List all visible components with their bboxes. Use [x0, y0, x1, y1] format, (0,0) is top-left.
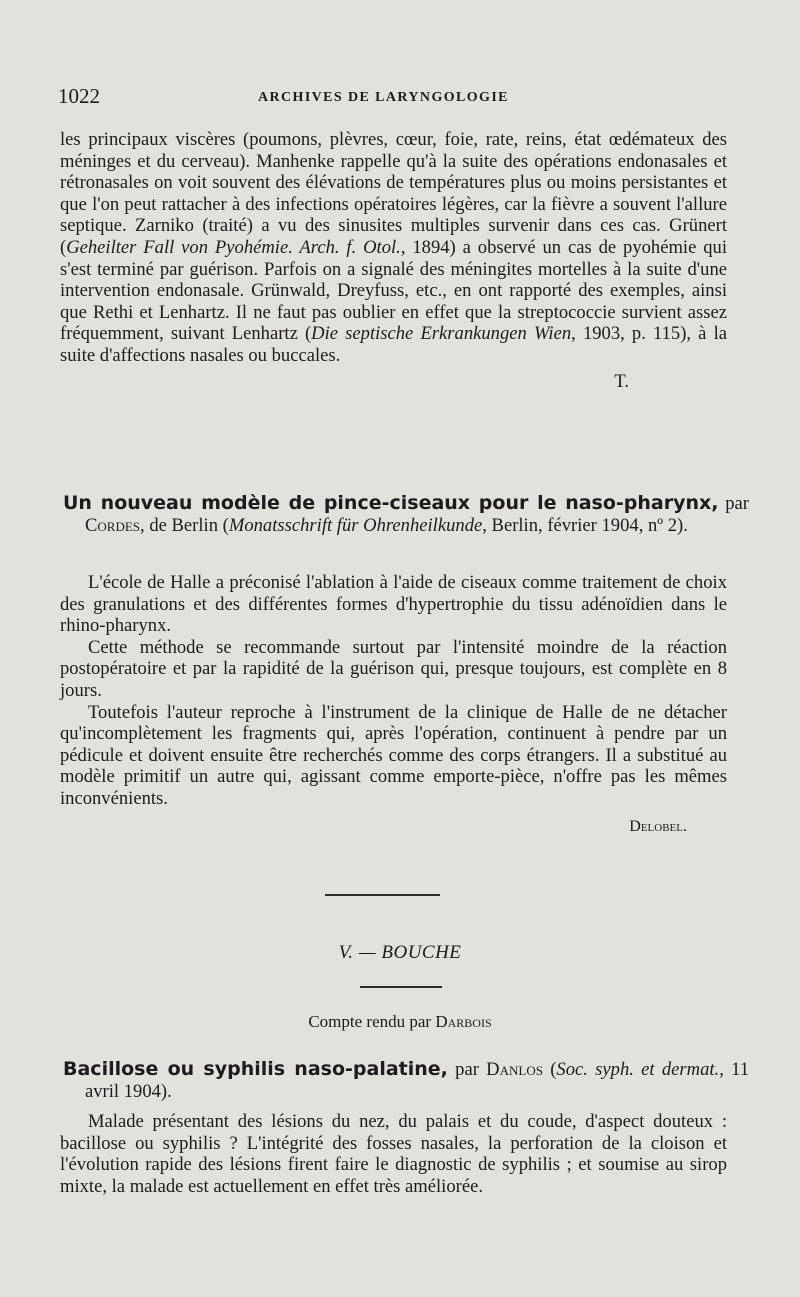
by-text: par — [447, 1059, 487, 1080]
place-text: , de Berlin ( — [140, 515, 229, 536]
article-author: Cordes — [85, 515, 141, 536]
article-paragraph: Toutefois l'auteur reproche à l'instrument de la clinique de Halle de ne détacher qu'incomplètement les fragments qui, après l'opération, continuent à pendre par un pédicule et doivent ensuite être recherchés comme des corps étrangers. Il a substitué au modèle primitif un autre qui, agissant comme emporte-pièce, n'offre pas les mêmes inconvénients. — [60, 701, 727, 809]
second-article-body — [60, 572, 727, 837]
running-title: ARCHIVES DE LARYNGOLOGIE — [258, 90, 509, 105]
first-article-paragraph — [60, 129, 727, 367]
citation-title: Die septische Erkrankungen Wien — [311, 323, 572, 345]
article-title: Un nouveau modèle de pince-ciseaux pour le naso-pharynx, — [63, 492, 719, 514]
compte-rendu-prefix: Compte rendu par — [308, 1012, 436, 1031]
third-article-body — [60, 1111, 727, 1197]
article-paragraph: L'école de Halle a préconisé l'ablation à l'aide de ciseaux comme traitement de choix des granulations et des différentes formes d'hypertrophie du tissu adénoïdien dans le rhino-pharynx. — [60, 572, 727, 637]
section-heading: V. — BOUCHE — [338, 942, 462, 963]
first-article-body — [60, 129, 727, 392]
second-article-heading — [63, 492, 749, 537]
journal-name: Monatsschrift für Ohrenheilkunde — [228, 515, 483, 536]
journal-name: Soc. syph. et dermat. — [556, 1059, 720, 1080]
page-number: 1022 — [58, 84, 100, 108]
open-paren: ( — [542, 1059, 557, 1080]
page-header — [58, 84, 728, 112]
second-article-signature: Delobel. — [629, 817, 687, 835]
publication-date: , 11 avril 1904). — [85, 1059, 750, 1102]
article-paragraph: Malade présentant des lésions du nez, du palais et du coude, d'aspect douteux : bacillose ou syphilis ? L'intégrité des fosses nasales, la perforation de la cloison et l'évolution rapide des lésions firent faire le diagnostic de syphilis ; et soumise au sirop mixte, la malade est actuellement en effet très améliorée. — [60, 1111, 727, 1197]
paragraph-text: , 1894) a observé un cas de pyohémie qui s'est terminé par guérison. Parfois on a signalé des méningites mortelles à la suite d'une intervention endonasale. Grünwald, Dreyfuss, etc., en ont rapporté des exemples, ainsi que Rethi et Lenhartz. Il ne faut pas oublier en effet que la streptococcie survient assez fréquemment, suivant Lenhartz ( — [60, 236, 727, 345]
section-underline-rule — [360, 986, 442, 988]
citation-title: Geheilter Fall von Pyohémie. Arch. f. Otol. — [66, 236, 401, 258]
first-article-signature: T. — [614, 370, 629, 392]
article-title: Bacillose ou syphilis naso-palatine, — [63, 1058, 448, 1080]
third-article-heading — [63, 1058, 749, 1103]
article-paragraph: Cette méthode se recommande surtout par l'intensité moindre de la réaction postopératoire et par la rapidité de la guérison qui, presque toujours, est complète en 8 jours. — [60, 636, 727, 701]
compte-rendu-author: Darbois — [435, 1012, 492, 1031]
compte-rendu-line — [0, 1012, 800, 1032]
paragraph-text: , 1903, p. 115), à la suite d'affections nasales ou buccales. — [60, 323, 727, 366]
by-text: par — [718, 493, 750, 514]
paragraph-text: les principaux viscères (poumons, plèvres, cœur, foie, rate, reins, état œdémateux des méninges et du cerveau). Manhenke rappelle qu'à la suite des opérations endonasales et rétronasales on voit souvent des élévations de températures plus ou moins persistantes et que l'on peut rattacher à des infections opératoires légères, car la fièvre a souvent l'allure septique. Zarniko (traité) a vu des sinusites multiples survenir dans ces cas. Grünert ( — [60, 129, 727, 258]
section-divider-rule — [325, 894, 440, 896]
publication-date: , Berlin, février 1904, nº 2). — [482, 515, 688, 536]
article-author: Danlos — [486, 1059, 543, 1080]
